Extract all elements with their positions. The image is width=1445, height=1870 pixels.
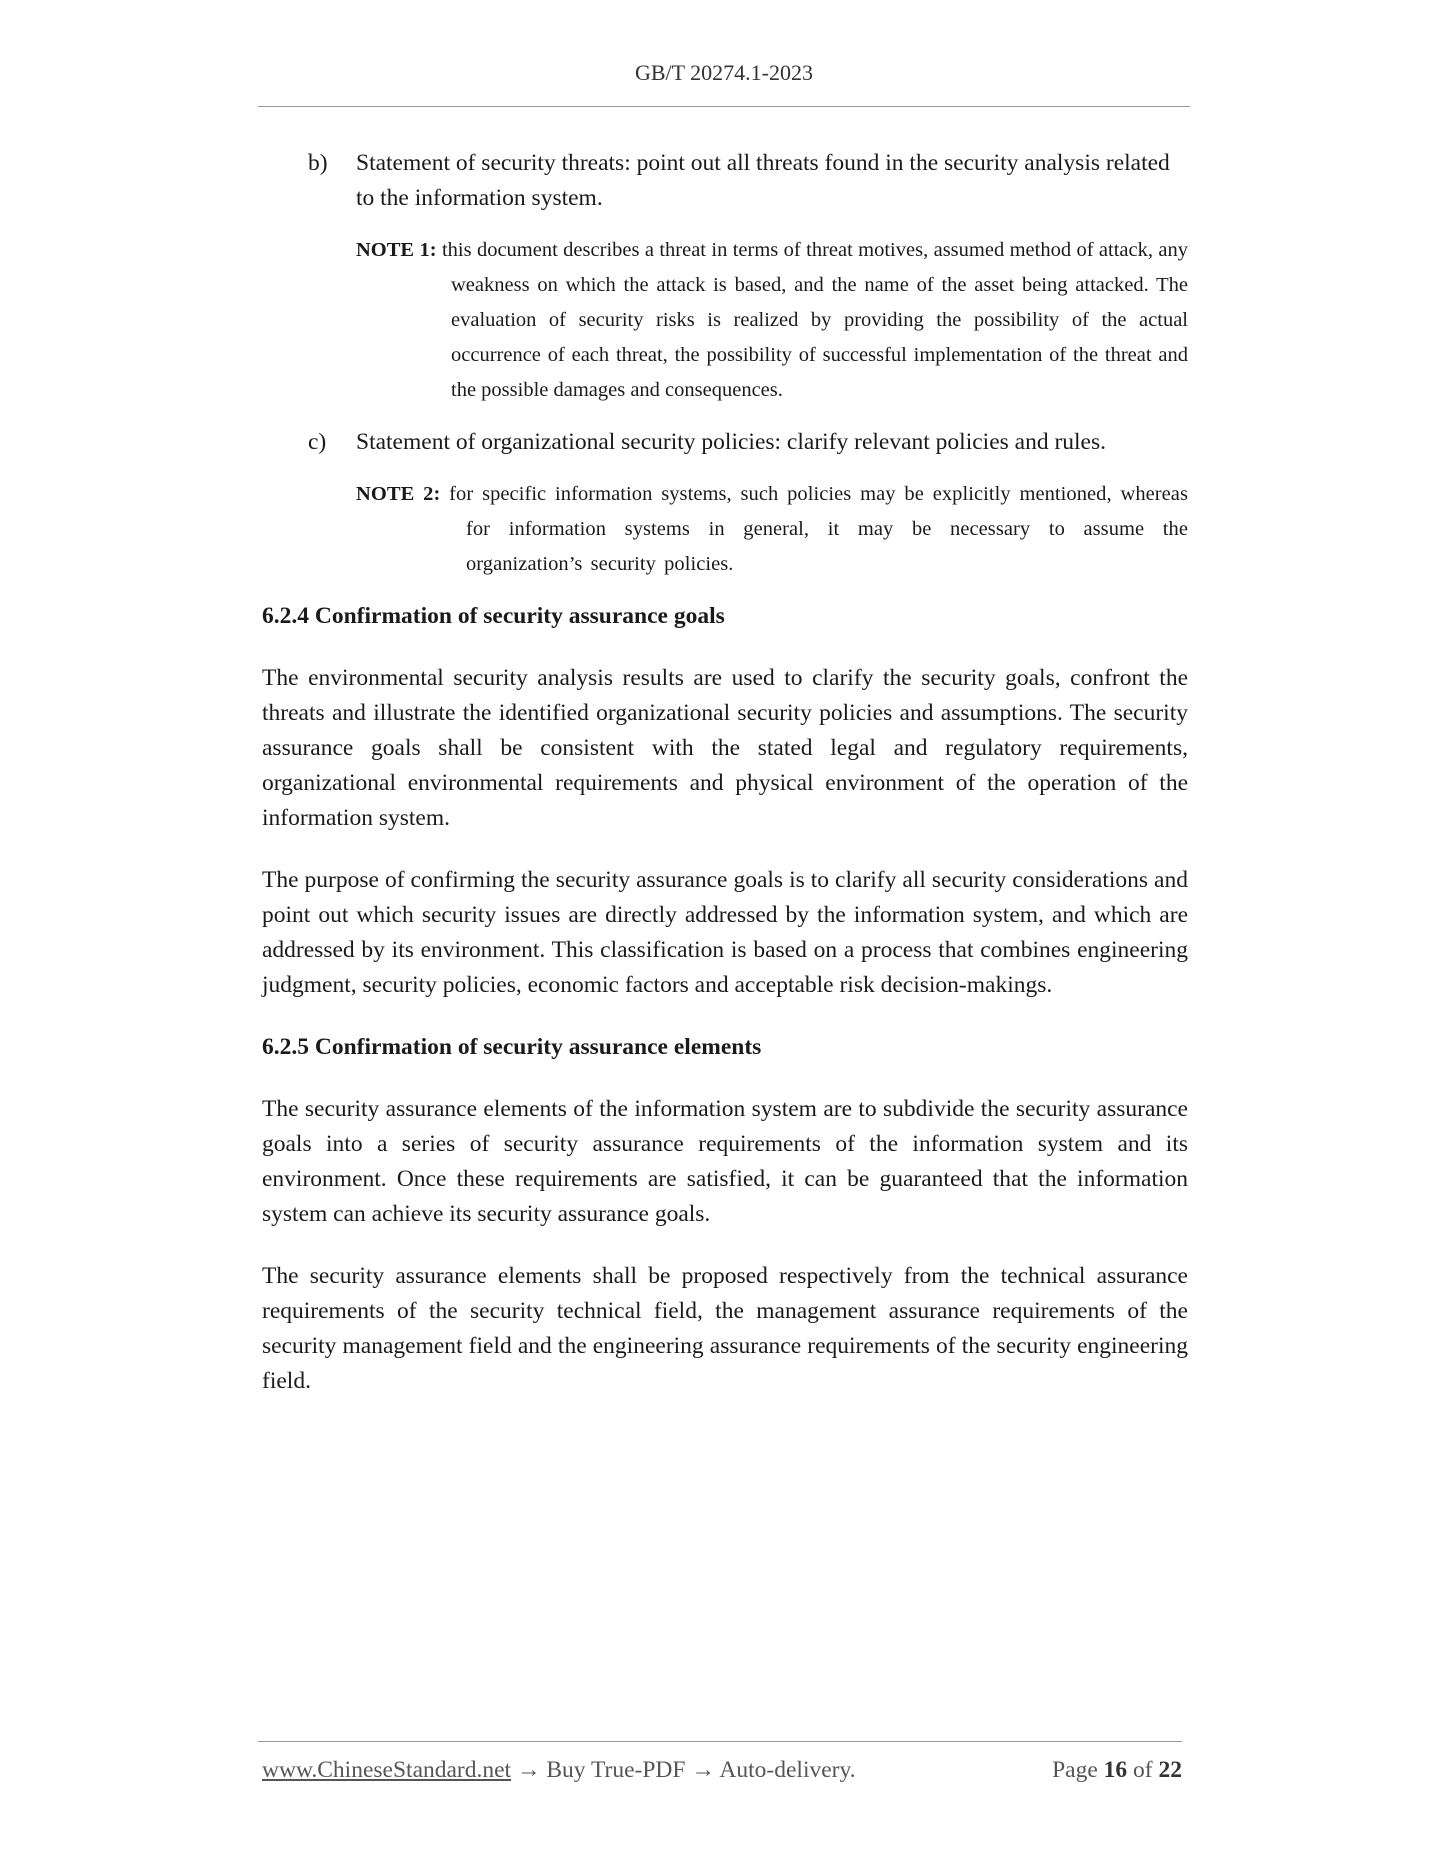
paragraph: The security assurance elements shall be proposed respectively from the technical assurance requirements of the security technical field, the management assurance requirements of the security management field and the engineering assurance requirements of the security engineering field. — [262, 1263, 1188, 1394]
page-indicator — [1052, 1757, 1182, 1784]
list-item-label: c) — [308, 429, 327, 455]
note-1 — [356, 233, 1188, 408]
paragraph: The environmental security analysis results are used to clarify the security goals, confront the threats and illustrate the identified organizational security policies and assumptions. The security assurance goals shall be consistent with the stated legal and regulatory requirements, organizational environmental requirements and physical environment of the operation of the information system. — [262, 665, 1188, 831]
section-heading-6-2-4: 6.2.4 Confirmation of security assurance goals — [262, 603, 725, 629]
list-item — [262, 146, 1188, 216]
page-content — [262, 146, 1188, 1399]
note-label: NOTE 1: — [356, 239, 437, 261]
list-item-b — [262, 146, 1188, 408]
note-label: NOTE 2: — [356, 483, 441, 505]
footer-divider — [258, 1741, 1182, 1742]
list-item-label: b) — [308, 150, 328, 176]
footer-links — [262, 1757, 856, 1784]
list-item-c — [262, 425, 1188, 582]
note-text: this document describes a threat in terms of threat motives, assumed method of attack, any weakness on which the attack is based, and the name of the asset being attacked. The evaluation of security risks is realized by providing the possibility of the actual occurrence of each threat, the possibility of successful implementation of the threat and the possible damages and consequences. — [441, 239, 1188, 401]
header-divider — [258, 106, 1190, 107]
paragraph: The security assurance elements of the information system are to subdivide the security assurance goals into a series of security assurance requirements of the information system and its environment. Once these requirements are satisfied, it can be guaranteed that the information system can achieve its security assurance goals. — [262, 1096, 1188, 1227]
auto-delivery-text: Auto-delivery. — [719, 1757, 856, 1783]
page-footer — [262, 1757, 1182, 1784]
page-number: 16 — [1103, 1757, 1128, 1783]
arrow-right-icon: → — [516, 1757, 541, 1783]
buy-true-pdf-text: Buy True-PDF — [546, 1757, 686, 1783]
note-2 — [356, 477, 1188, 582]
document-header: GB/T 20274.1-2023 — [634, 60, 814, 85]
list-item-text: Statement of organizational security policies: clarify relevant policies and rules. — [356, 429, 1107, 455]
paragraph: The purpose of confirming the security assurance goals is to clarify all security considerations and point out which security issues are directly addressed by the information system, and which are addressed by its environment. This classification is based on a process that combines engineering judgment, security policies, economic factors and acceptable risk decision-makings. — [262, 867, 1188, 998]
arrow-right-icon: → — [691, 1757, 715, 1783]
page-word: Page — [1052, 1757, 1098, 1783]
list-item — [262, 425, 1188, 460]
section-heading-6-2-5: 6.2.5 Confirmation of security assurance elements — [262, 1034, 762, 1060]
note-text: for specific information systems, such policies may be explicitly mentioned, whereas for information systems in general, it may be necessary to assume the organization’s security policies. — [449, 483, 1188, 575]
page-total: 22 — [1158, 1757, 1182, 1783]
list-item-text: Statement of security threats: point out all threats found in the security analysis related to the information system. — [356, 150, 1170, 211]
of-word: of — [1133, 1757, 1153, 1783]
chinesestandard-link[interactable]: www.ChineseStandard.net — [262, 1757, 512, 1783]
